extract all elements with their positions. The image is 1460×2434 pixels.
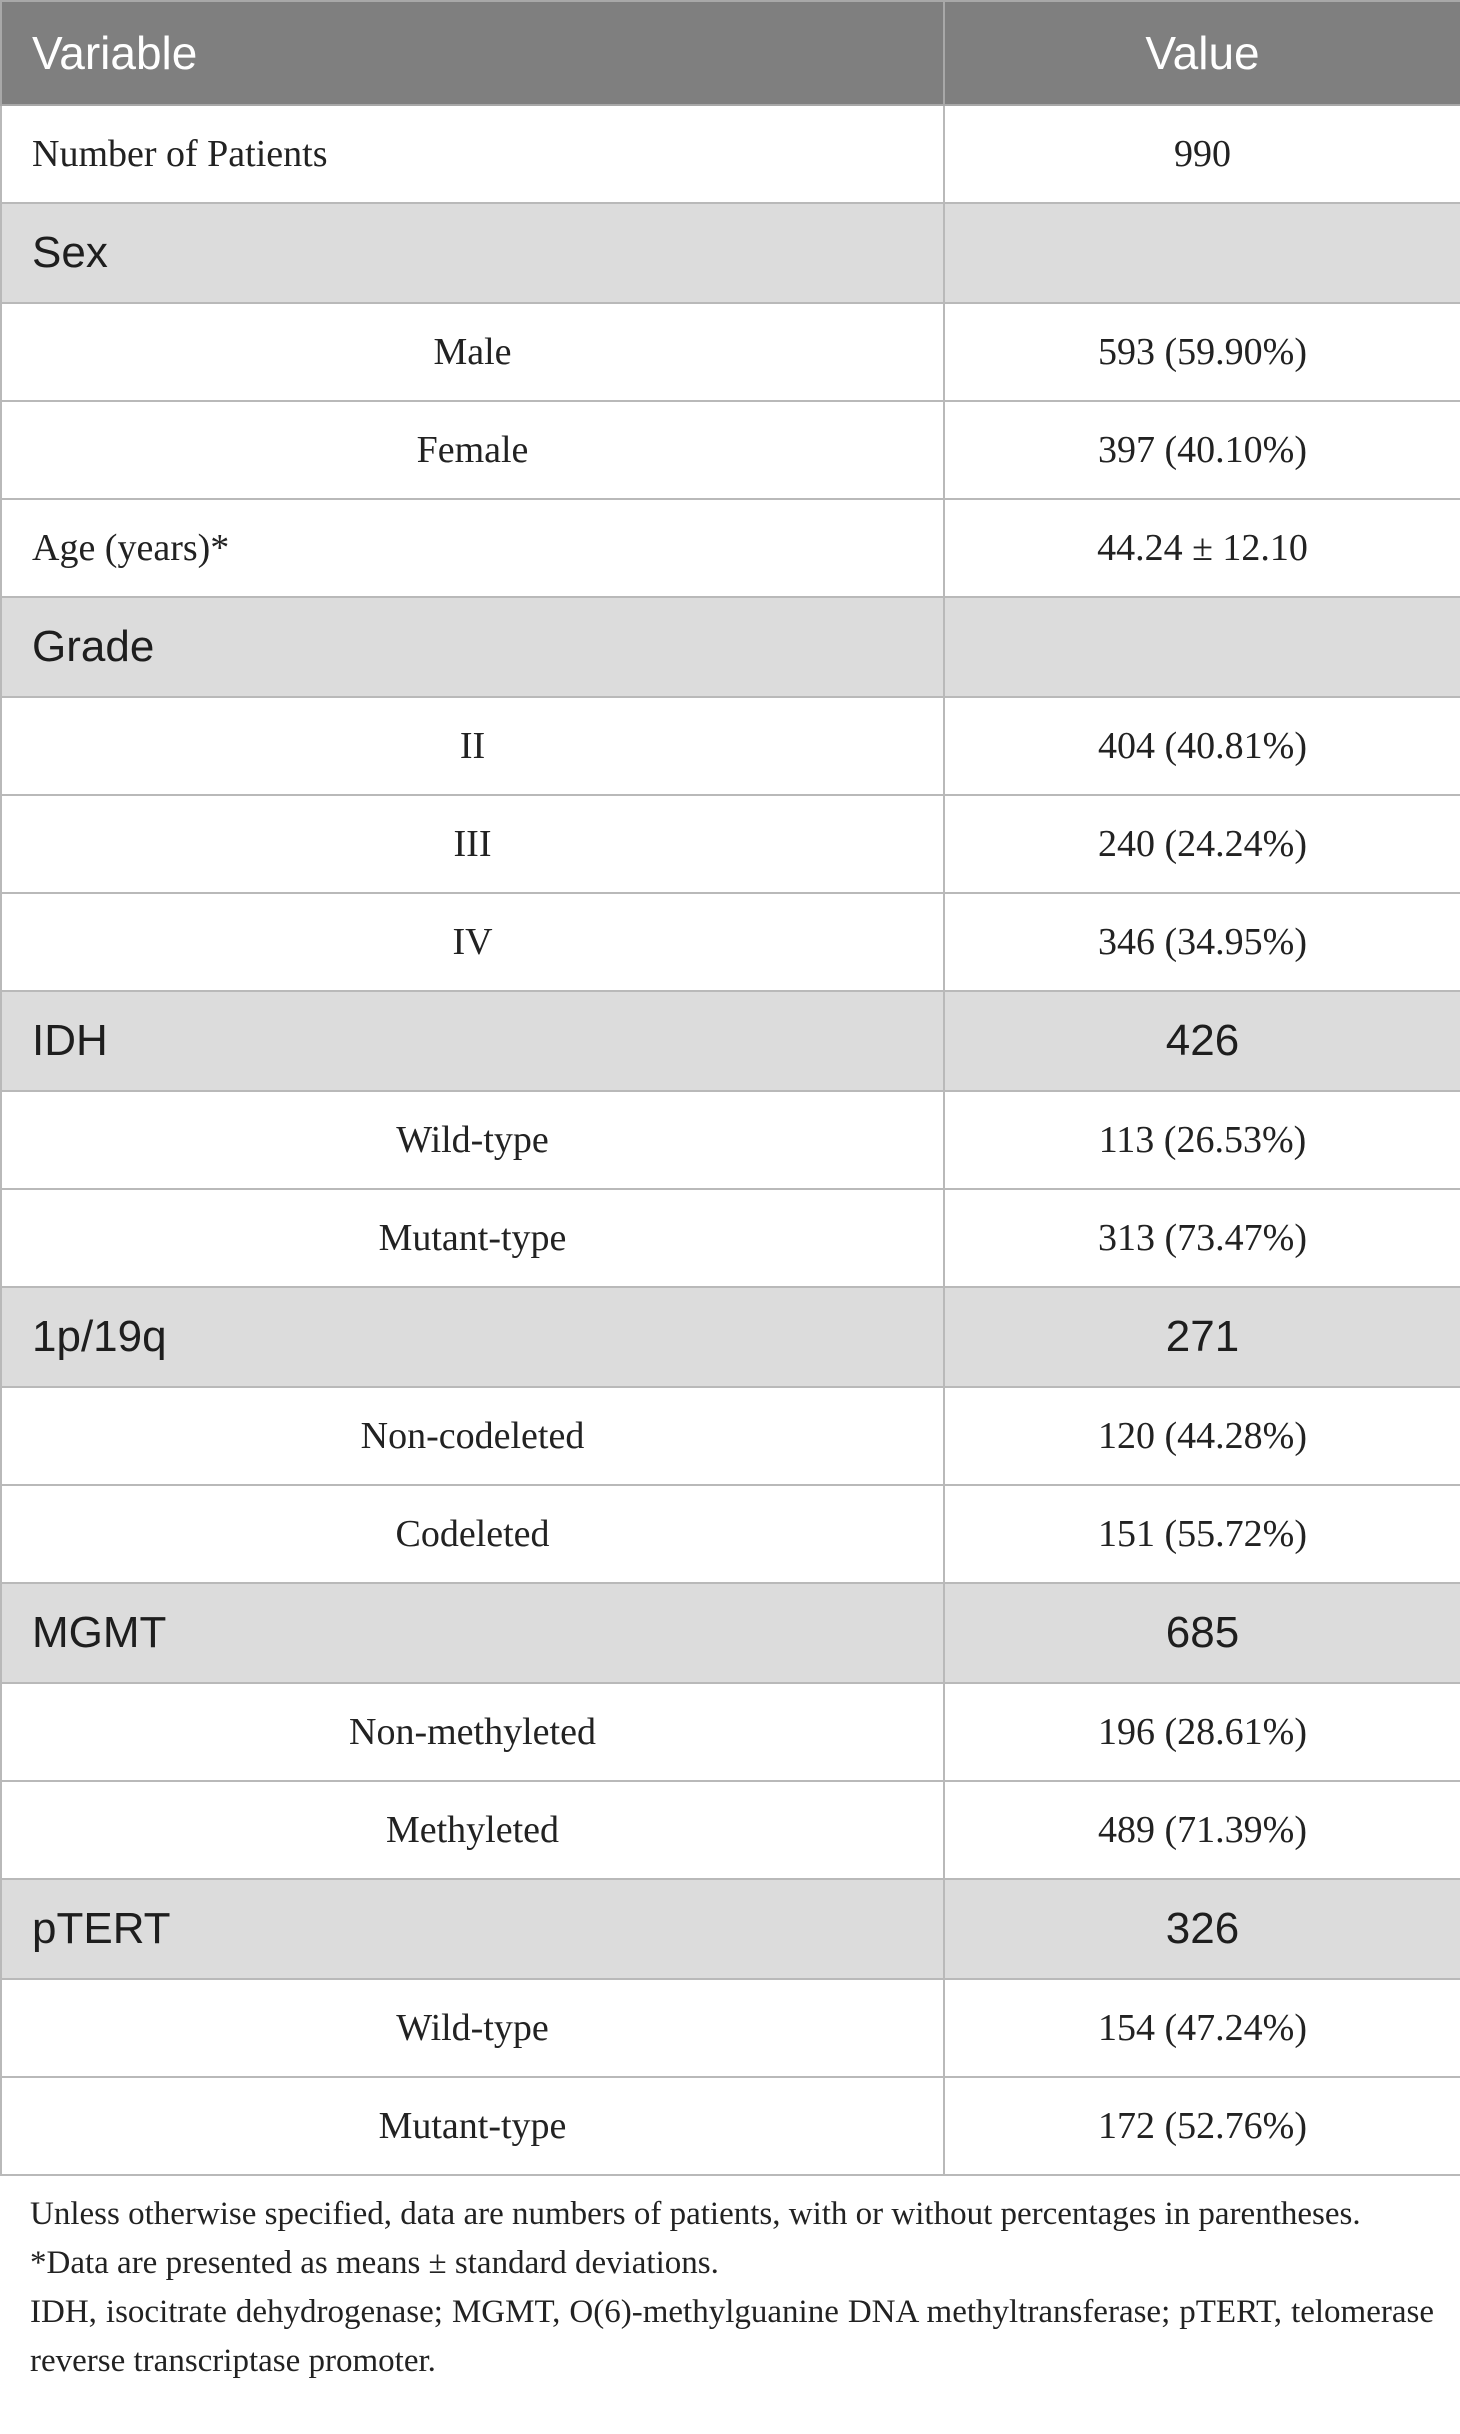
section-label: MGMT — [1, 1583, 944, 1683]
row-value: 489 (71.39%) — [944, 1781, 1460, 1879]
section-row — [1, 203, 1460, 303]
row-label: Age (years)* — [1, 499, 944, 597]
section-value: 426 — [944, 991, 1460, 1091]
row-value: 593 (59.90%) — [944, 303, 1460, 401]
row-label: Male — [1, 303, 944, 401]
section-label: 1p/19q — [1, 1287, 944, 1387]
table-header-row — [1, 1, 1460, 105]
table-row — [1, 1091, 1460, 1189]
footnote-age: *Data are presented as means ± standard deviations. — [30, 2245, 719, 2281]
section-value: 326 — [944, 1879, 1460, 1979]
row-label: IV — [1, 893, 944, 991]
row-label: Non-methyleted — [1, 1683, 944, 1781]
row-label: Mutant-type — [1, 1189, 944, 1287]
table-row — [1, 401, 1460, 499]
row-value: 44.24 ± 12.10 — [944, 499, 1460, 597]
table-row — [1, 795, 1460, 893]
row-label: Codeleted — [1, 1485, 944, 1583]
table-row — [1, 1189, 1460, 1287]
row-value: 172 (52.76%) — [944, 2077, 1460, 2175]
section-label: Sex — [1, 203, 944, 303]
row-value: 313 (73.47%) — [944, 1189, 1460, 1287]
row-label: II — [1, 697, 944, 795]
footnote-general: Unless otherwise specified, data are numbers of patients, with or without percentages in parentheses. — [30, 2196, 1361, 2232]
table-row — [1, 697, 1460, 795]
table-row — [1, 2077, 1460, 2175]
row-value: 404 (40.81%) — [944, 697, 1460, 795]
row-label: Wild-type — [1, 1091, 944, 1189]
row-value: 346 (34.95%) — [944, 893, 1460, 991]
row-value: 113 (26.53%) — [944, 1091, 1460, 1189]
section-label: IDH — [1, 991, 944, 1091]
section-value — [944, 597, 1460, 697]
row-label: Methyleted — [1, 1781, 944, 1879]
section-label: Grade — [1, 597, 944, 697]
section-label: pTERT — [1, 1879, 944, 1979]
table-footnotes — [30, 2190, 1434, 2386]
row-label: Number of Patients — [1, 105, 944, 203]
section-value: 685 — [944, 1583, 1460, 1683]
section-row — [1, 1583, 1460, 1683]
table-row — [1, 1781, 1460, 1879]
table-row — [1, 893, 1460, 991]
table-row — [1, 499, 1460, 597]
row-label: Wild-type — [1, 1979, 944, 2077]
footnote-abbreviations: IDH, isocitrate dehydrogenase; MGMT, O(6)-methylguanine DNA methyltransferase; pTERT, telomerase reverse transcriptase promoter. — [30, 2294, 1434, 2379]
row-label: Female — [1, 401, 944, 499]
table-row — [1, 303, 1460, 401]
table-row — [1, 1683, 1460, 1781]
section-value — [944, 203, 1460, 303]
row-value: 151 (55.72%) — [944, 1485, 1460, 1583]
row-label: III — [1, 795, 944, 893]
row-value: 154 (47.24%) — [944, 1979, 1460, 2077]
table-row — [1, 1387, 1460, 1485]
section-row — [1, 991, 1460, 1091]
section-value: 271 — [944, 1287, 1460, 1387]
row-value: 196 (28.61%) — [944, 1683, 1460, 1781]
table-row — [1, 1979, 1460, 2077]
section-row — [1, 597, 1460, 697]
row-value: 990 — [944, 105, 1460, 203]
header-variable: Variable — [1, 1, 944, 105]
row-label: Non-codeleted — [1, 1387, 944, 1485]
header-value: Value — [944, 1, 1460, 105]
row-value: 240 (24.24%) — [944, 795, 1460, 893]
row-value: 397 (40.10%) — [944, 401, 1460, 499]
table-row — [1, 105, 1460, 203]
row-label: Mutant-type — [1, 2077, 944, 2175]
section-row — [1, 1287, 1460, 1387]
table-row — [1, 1485, 1460, 1583]
section-row — [1, 1879, 1460, 1979]
row-value: 120 (44.28%) — [944, 1387, 1460, 1485]
